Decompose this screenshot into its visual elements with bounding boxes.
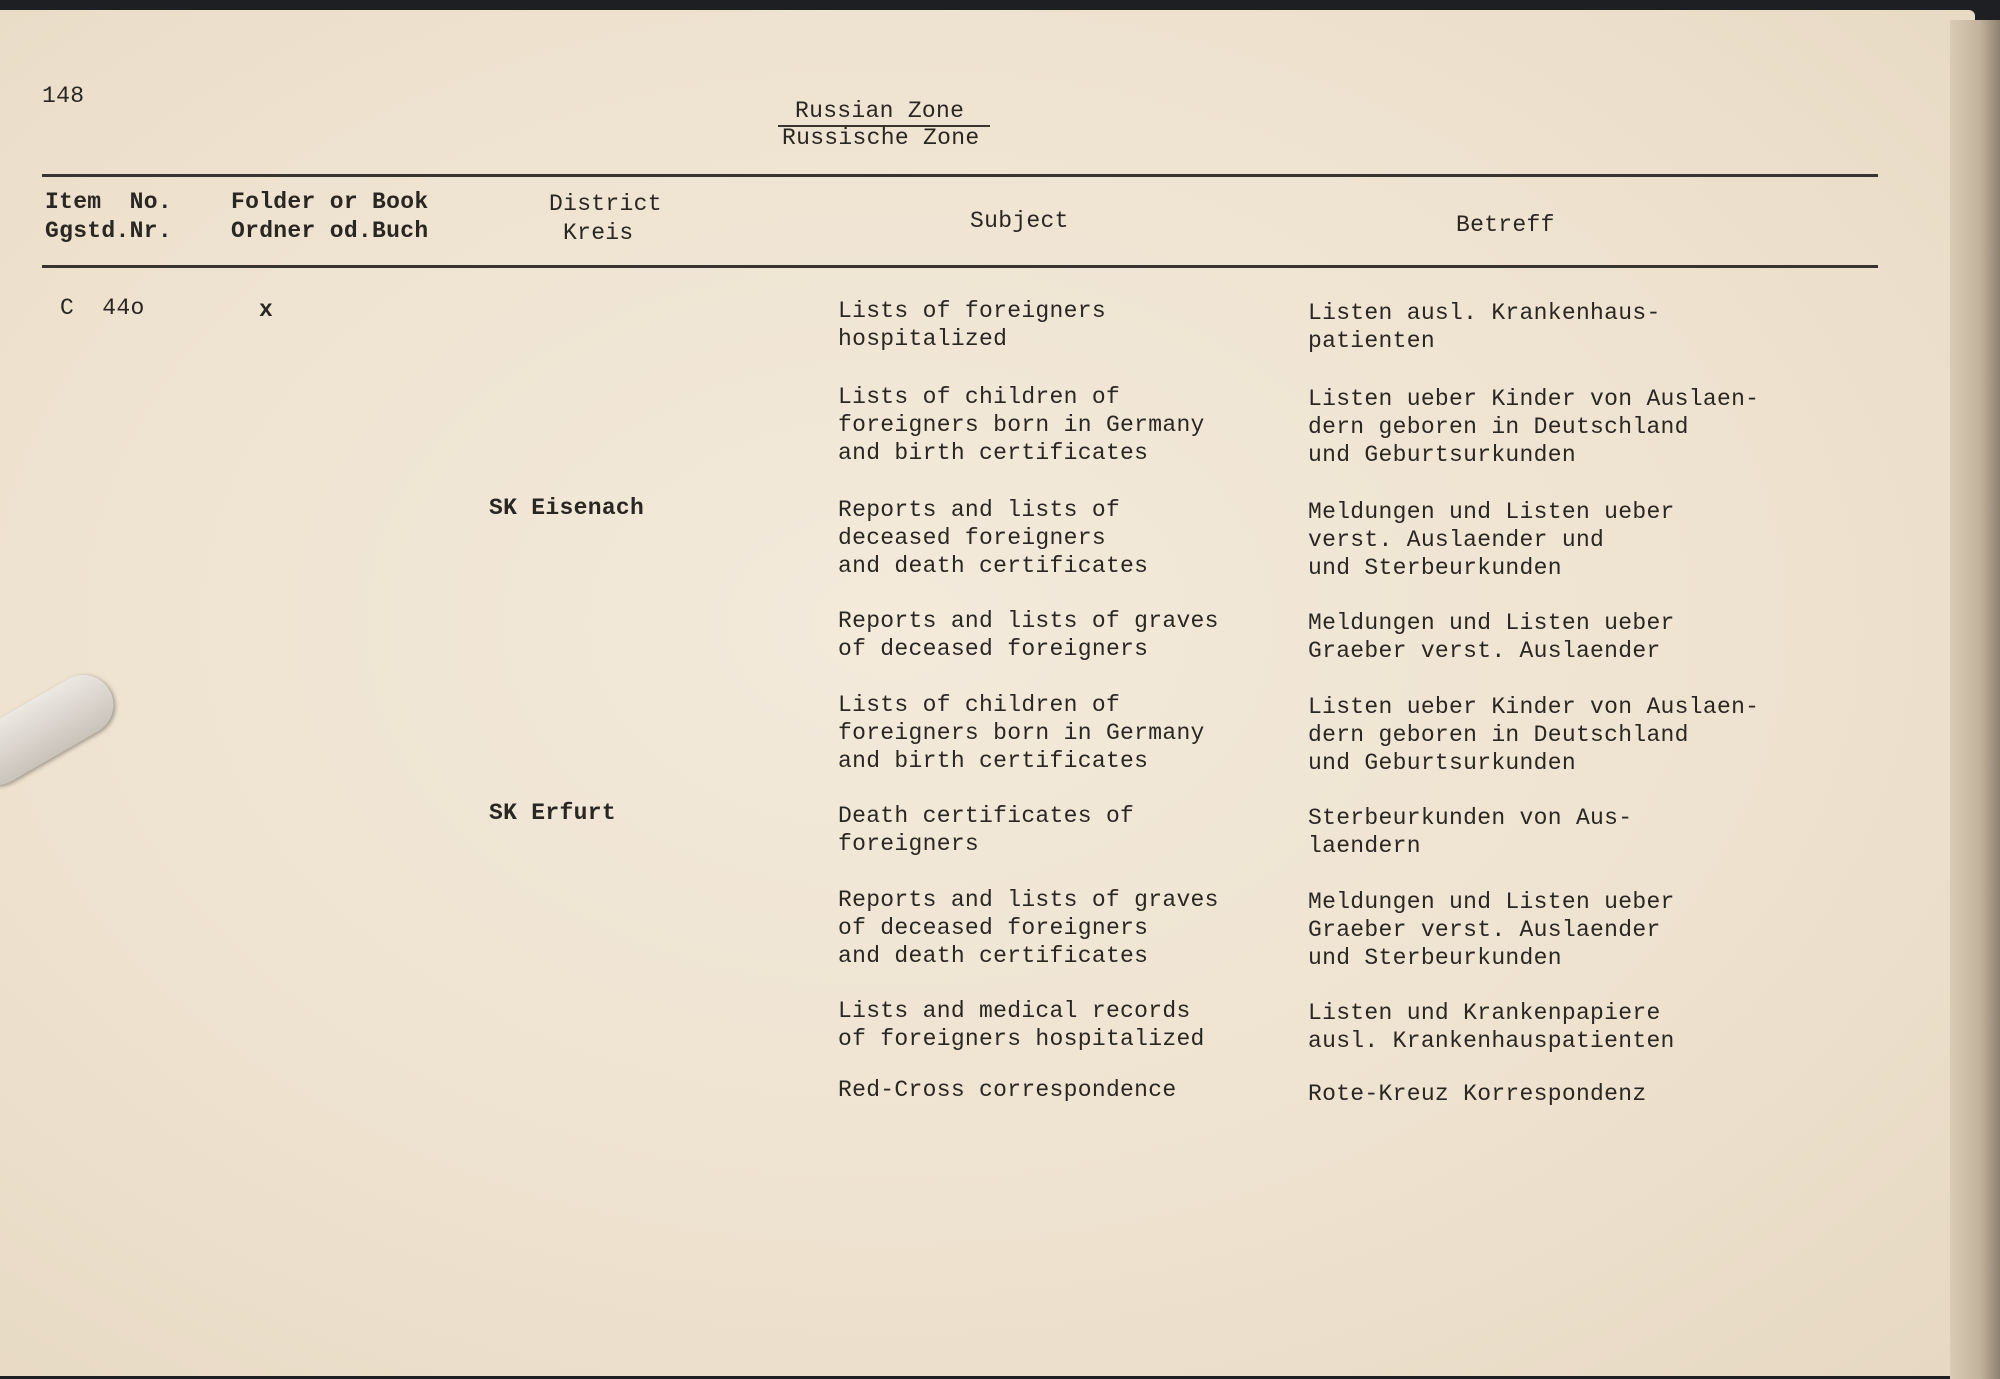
header-top-rule <box>42 174 1878 177</box>
zone-title-german: Russische Zone <box>782 125 980 151</box>
betreff-entry: Listen ueber Kinder von Auslaen- dern geboren in Deutschland und Geburtsurkunden <box>1308 386 1760 468</box>
subject-entry: Lists of foreigners hospitalized <box>838 298 1106 352</box>
folder-mark: x <box>259 297 274 323</box>
betreff-entry: Meldungen und Listen ueber Graeber verst. Auslaender und Sterbeurkunden <box>1308 889 1675 971</box>
zone-title-english: Russian Zone <box>795 98 965 124</box>
betreff-entry: Rote-Kreuz Korrespondenz <box>1308 1081 1647 1107</box>
column-header-folder: Folder or Book <box>231 189 429 215</box>
district-eisenach: SK Eisenach <box>489 495 645 521</box>
column-header-item-german: Ggstd.Nr. <box>45 218 172 244</box>
column-header-district-german: Kreis <box>563 220 634 246</box>
column-header-district: District <box>549 191 662 217</box>
subject-entry: Lists of children of foreigners born in Germany and birth certificates <box>838 692 1205 774</box>
column-header-betreff: Betreff <box>1456 212 1555 238</box>
subject-entry: Lists and medical records of foreigners hospitalized <box>838 998 1205 1052</box>
betreff-entry: Listen ueber Kinder von Auslaen- dern geboren in Deutschland und Geburtsurkunden <box>1308 694 1760 776</box>
betreff-entry: Meldungen und Listen ueber verst. Auslaender und und Sterbeurkunden <box>1308 499 1675 581</box>
subject-entry: Death certificates of foreigners <box>838 803 1135 857</box>
subject-entry: Reports and lists of graves of deceased foreigners and death certificates <box>838 887 1219 969</box>
subject-entry: Reports and lists of deceased foreigners and death certificates <box>838 497 1149 579</box>
betreff-entry: Sterbeurkunden von Aus- laendern <box>1308 805 1633 859</box>
item-number: C 44o <box>60 295 145 321</box>
subject-entry: Reports and lists of graves of deceased foreigners <box>838 608 1219 662</box>
subject-entry: Red-Cross correspondence <box>838 1077 1177 1103</box>
betreff-entry: Meldungen und Listen ueber Graeber verst. Auslaender <box>1308 610 1675 664</box>
betreff-entry: Listen ausl. Krankenhaus- patienten <box>1308 300 1661 354</box>
column-header-item: Item No. <box>45 189 172 215</box>
page-number: 148 <box>42 83 85 109</box>
column-header-folder-german: Ordner od.Buch <box>231 218 429 244</box>
page-edge <box>1950 20 2000 1379</box>
subject-entry: Lists of children of foreigners born in Germany and birth certificates <box>838 384 1205 466</box>
header-bottom-rule <box>42 265 1878 268</box>
column-header-subject: Subject <box>970 208 1069 234</box>
district-erfurt: SK Erfurt <box>489 800 616 826</box>
betreff-entry: Listen und Krankenpapiere ausl. Krankenhauspatienten <box>1308 1000 1675 1054</box>
